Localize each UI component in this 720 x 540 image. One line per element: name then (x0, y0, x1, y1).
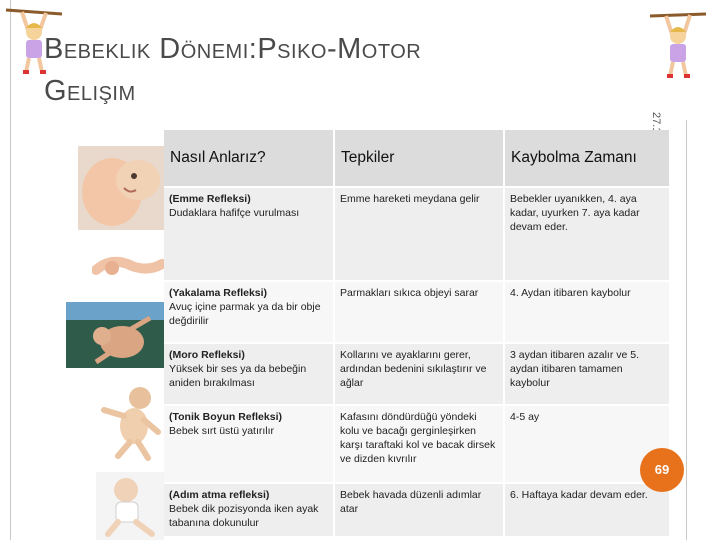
sucking-reflex-photo (78, 146, 164, 230)
title-line-2: Gelişim (44, 75, 136, 107)
table-row (164, 405, 670, 483)
reflex-name: (Moro Refleksi) (169, 349, 245, 361)
reflex-detail: Bebek dik pozisyonda iken ayak tabanına dokunulur (169, 503, 319, 529)
table-row (164, 483, 670, 537)
title-line-1: Bebeklik Dönemi:Psiko-Motor (44, 33, 422, 65)
response-cell: Parmakları sıkıca objeyi sarar (334, 281, 504, 343)
disappear-cell: 3 aydan itibaren azalır ve 5. aydan itibaren tamamen kaybolur (504, 343, 670, 405)
reflex-detail: Bebek sırt üstü yatırılır (169, 425, 275, 437)
moro-reflex-photo (66, 302, 164, 368)
reflex-cell (164, 343, 334, 405)
header-how-to-detect: Nasıl Anlarız? (164, 130, 334, 187)
reflex-detail: Dudaklara hafifçe vurulması (169, 207, 300, 219)
disappear-cell: 4. Aydan itibaren kaybolur (504, 281, 670, 343)
table-header-row (164, 130, 670, 187)
reflex-table (164, 130, 671, 538)
table-row (164, 281, 670, 343)
reflex-cell (164, 281, 334, 343)
header-responses: Tepkiler (334, 130, 504, 187)
response-cell: Kafasını döndürdüğü yöndeki kolu ve bacağı gerginleşirken karşı taraftaki kol ve bacak dirsek ve dizden kıvrılır (334, 405, 504, 483)
hanging-girl-figure-right (648, 8, 708, 80)
slide-title (44, 28, 604, 112)
disappear-cell: Bebekler uyanıkken, 4. aya kadar, uyurken 7. aya kadar devam eder. (504, 187, 670, 281)
response-cell: Kollarını ve ayaklarını gerer, ardından bedenini sıkılaştırır ve ağlar (334, 343, 504, 405)
header-disappearance-time: Kaybolma Zamanı (504, 130, 670, 187)
response-cell: Bebek havada düzenli adımlar atar (334, 483, 504, 537)
reflex-name: (Emme Refleksi) (169, 193, 251, 205)
disappear-cell: 4-5 ay (504, 405, 670, 483)
right-border-line (686, 120, 687, 540)
stepping-reflex-photo (96, 472, 164, 540)
table-row (164, 187, 670, 281)
page-number-badge: 69 (640, 448, 684, 492)
reflex-name: (Adım atma refleksi) (169, 489, 270, 501)
grasping-reflex-photo (92, 246, 164, 284)
response-cell: Emme hareketi meydana gelir (334, 187, 504, 281)
table-row (164, 343, 670, 405)
reflex-detail: Yüksek bir ses ya da bebeğin aniden bırakılması (169, 363, 307, 389)
reflex-name: (Yakalama Refleksi) (169, 287, 268, 299)
disappear-cell: 6. Haftaya kadar devam eder. (504, 483, 670, 537)
reflex-cell (164, 405, 334, 483)
reflex-cell (164, 483, 334, 537)
tonic-neck-reflex-photo (96, 380, 164, 462)
reflex-name: (Tonik Boyun Refleksi) (169, 411, 282, 423)
reflex-cell (164, 187, 334, 281)
reflex-detail: Avuç içine parmak ya da bir obje değdirilir (169, 301, 321, 327)
left-border-line (10, 0, 11, 540)
